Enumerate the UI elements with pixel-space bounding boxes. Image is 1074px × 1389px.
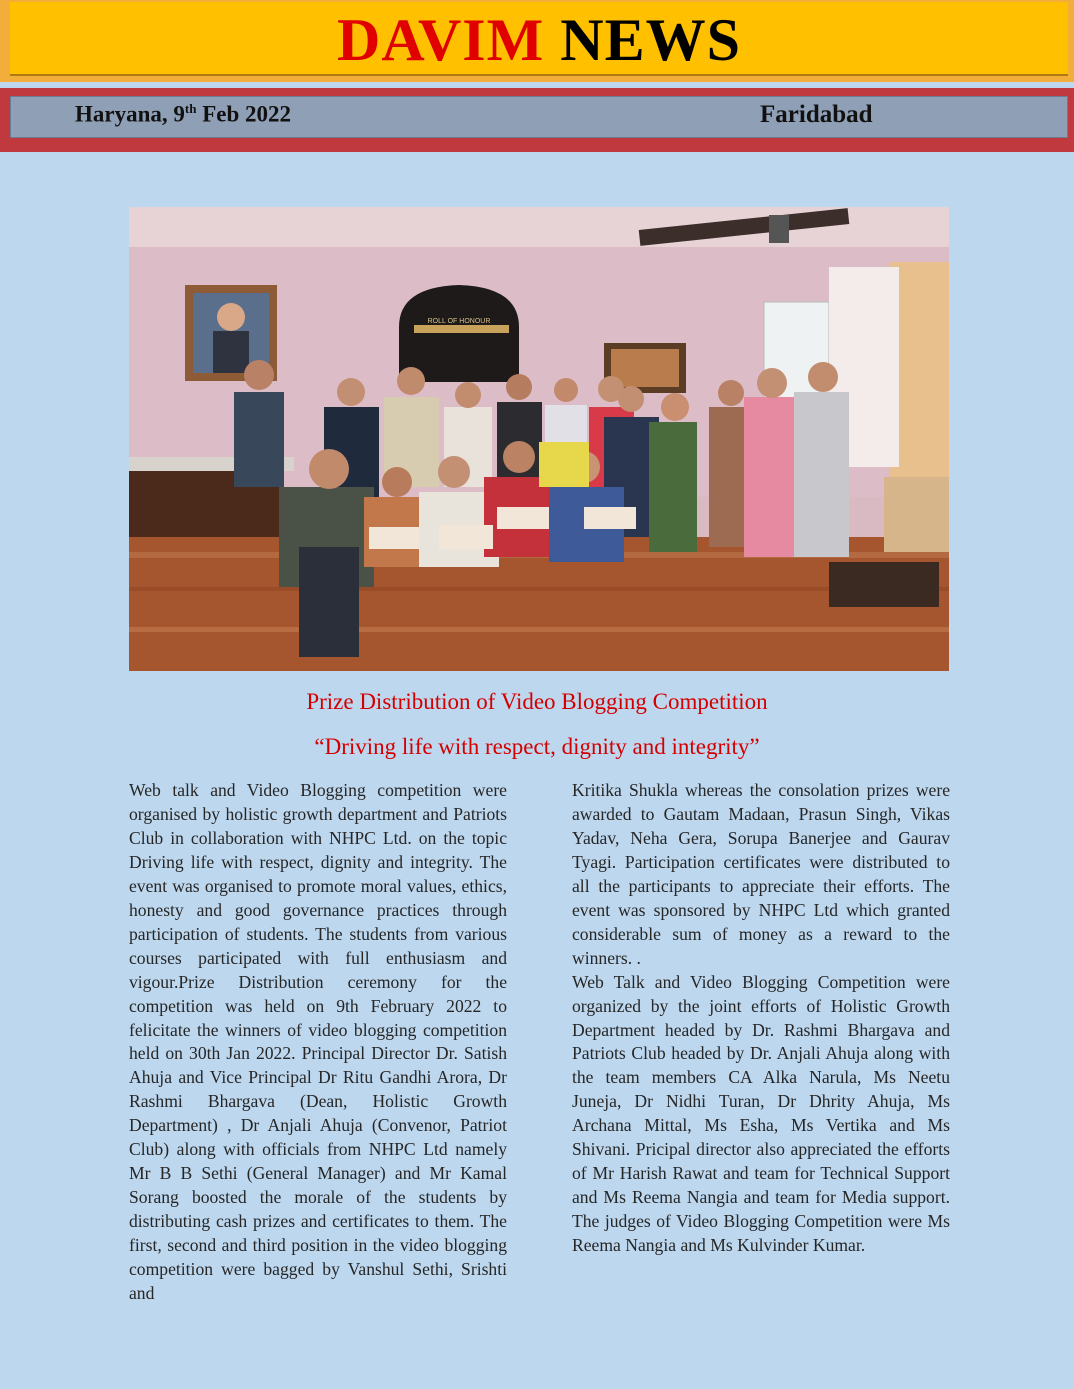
masthead — [0, 0, 1074, 82]
photo-headline: Prize Distribution of Video Blogging Competition — [306, 689, 768, 714]
dateline-bar — [10, 96, 1068, 138]
masthead-banner — [10, 2, 1068, 76]
article-right-column — [572, 779, 950, 1258]
article-left-column — [129, 779, 507, 1306]
dateline-band — [0, 88, 1074, 152]
article-paragraph: Kritika Shukla whereas the consolation prizes were awarded to Gautam Madaan, Prasun Singh, Vikas Yadav, Neha Gera, Sorupa Banerjee and Gaurav Tyagi. Participation certificates were distributed to all the participants to appreciate their efforts. The event was sponsored by NHPC Ltd which granted considerable sum of money as a reward to the winners. . — [572, 780, 950, 968]
article-paragraph: Web Talk and Video Blogging Competition were organized by the joint efforts of Holistic Growth Department headed by Dr. Rashmi Bhargava and Patriots Club headed by Dr. Anjali Ahuja along with the team members CA Alka Narula, Ms Neetu Juneja, Dr Nidhi Turan, Dr Dhrity Ahuja, Ms Archana Mittal, Ms Esha, Ms Vertika and Ms Shivani. Pricipal director also appreciated the efforts of Mr Harish Rawat and team for Technical Support and Ms Reema Nangia and team for Media support. The judges of Video Blogging Competition were Ms Reema Nangia and Ms Kulvinder Kumar. — [572, 971, 950, 1256]
article-paragraph: Web talk and Video Blogging competition were organised by holistic growth department and Patriots Club in collaboration with NHPC Ltd. on the topic Driving life with respect, dignity and integrity. The event was organised to promote moral values, ethics, honesty and good governance practices through participation of students. The students from various courses participated with full enthusiasm and vigour.Prize Distribution ceremony for the competition was held on 9th February 2022 to felicitate the winners of video blogging competition held on 30th Jan 2022. Principal Director Dr. Satish Ahuja and Vice Principal Dr Ritu Gandhi Arora, Dr Rashmi Bhargava (Dean, Holistic Growth Department) , Dr Anjali Ahuja (Convenor, Patriot Club) along with officials from NHPC Ltd namely Mr B B Sethi (General Manager) and Mr Kamal Sorang boosted the morale of the students by distributing cash prizes and certificates to them. The first, second and third position in the video blogging competition were bagged by Vanshul Sethi, Srishti and — [129, 780, 507, 1304]
dateline-date: Haryana, 9th Feb 2022 — [75, 101, 292, 127]
title-news: NEWS — [560, 7, 741, 73]
title-davim: DAVIM — [337, 7, 545, 73]
board-title: ROLL OF HONOUR — [427, 318, 491, 325]
photo-tagline: “Driving life with respect, dignity and integrity” — [314, 734, 760, 759]
newsletter-title — [10, 2, 1068, 78]
event-group-photo — [129, 207, 949, 671]
dateline-city: Faridabad — [760, 101, 873, 128]
